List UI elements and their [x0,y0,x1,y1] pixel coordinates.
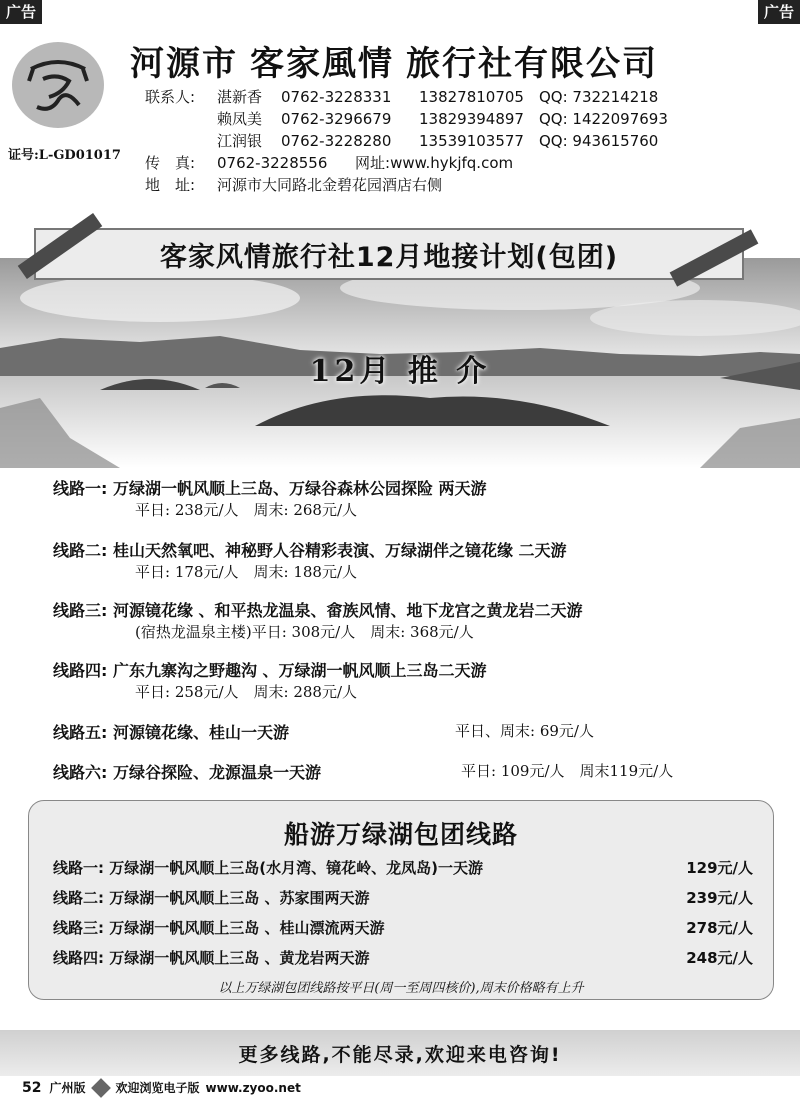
contact-row [145,108,668,130]
route-price: 平日、周末: 69元/人 [455,722,594,740]
cruise-route-price: 239元/人 [686,889,753,907]
page-footer [22,1079,301,1096]
contact-qq: QQ: 732214218 [539,88,659,106]
route-label: 线路五: [53,723,108,742]
route-name: 河源镜花缘、桂山一天游 [112,723,289,742]
website-url: www.hykjfq.com [390,154,514,172]
contact-mobile: 13539103577 [419,132,524,150]
logo-glyph-icon [23,53,93,117]
ad-tag-left: 广告 [0,0,42,24]
contact-name: 湛新香 [217,88,263,106]
route-label: 线路二: [53,541,108,560]
diamond-logo-icon [91,1078,111,1098]
company-name [130,36,658,85]
route-name: 河源镜花缘 、和平热龙温泉、畲族风情、地下龙宫之黄龙岩二天游 [112,601,583,620]
december-recommend-heading: 12月 推 介 [309,354,491,389]
cruise-route-price: 278元/人 [686,919,753,937]
cruise-route-label: 线路二: [53,889,104,907]
route-price: (宿热龙温泉主楼)平日: 308元/人 周末: 368元/人 [135,623,474,641]
cruise-route-item [53,917,753,938]
contact-name: 江润银 [217,132,263,150]
cruise-pricing-note: 以上万绿湖包团线路按平日(周一至周四核价),周末价格略有上升 [218,981,584,996]
route-item [53,476,487,520]
contact-phone: 0762-3228331 [281,88,392,106]
cruise-route-name: 万绿湖一帆风顺上三岛(水月湾、镜花岭、龙凤岛)一天游 [109,859,483,877]
cruise-route-name: 万绿湖一帆风顺上三岛 、黄龙岩两天游 [109,949,370,967]
address-text: 河源市大同路北金碧花园酒店右侧 [217,176,443,194]
cruise-title: 船游万绿湖包团线路 [283,820,518,849]
route-price: 平日: 238元/人 周末: 268元/人 [135,501,358,519]
e-edition-text: 欢迎浏览电子版 [115,1081,200,1095]
route-price: 平日: 109元/人 周末119元/人 [461,762,674,780]
contact-row [145,86,668,108]
footer-url[interactable]: www.zyoo.net [205,1080,301,1095]
contact-label-spacer [145,108,217,130]
more-routes-banner: 更多线路,不能尽录,欢迎来电咨询! [0,1030,800,1076]
contact-qq: QQ: 943615760 [539,132,659,150]
cruise-route-label: 线路三: [53,919,104,937]
route-price: 平日: 178元/人 周末: 188元/人 [135,563,358,581]
cruise-route-item [53,857,753,878]
company-brand: 客家風情 [250,44,394,84]
contact-block [145,86,668,196]
fax-label: 传 真: [145,154,196,172]
route-item [53,760,753,783]
cruise-route-label: 线路一: [53,859,104,877]
company-logo [12,42,104,128]
contact-phone: 0762-3228280 [281,132,392,150]
ad-tag-right: 广告 [758,0,800,24]
route-name: 万绿谷探险、龙源温泉一天游 [112,763,321,782]
company-prefix: 河源市 [130,44,238,84]
route-item [53,598,583,642]
contact-label-spacer [145,130,217,152]
contact-mobile: 13829394897 [419,110,524,128]
cruise-route-label: 线路四: [53,949,104,967]
route-label: 线路三: [53,601,108,620]
contact-phone: 0762-3296679 [281,110,392,128]
page-number: 52 [22,1079,42,1096]
contact-label: 联系人: [145,88,196,106]
website-label: 网址: [355,154,391,172]
address-label: 地 址: [145,176,196,194]
route-label: 线路六: [53,763,108,782]
cruise-route-name: 万绿湖一帆风顺上三岛 、苏家围两天游 [109,889,370,907]
contact-qq: QQ: 1422097693 [539,110,668,128]
cruise-route-name: 万绿湖一帆风顺上三岛 、桂山漂流两天游 [109,919,385,937]
route-price: 平日: 258元/人 周末: 288元/人 [135,683,358,701]
fax-number: 0762-3228556 [217,154,328,172]
route-name: 桂山天然氧吧、神秘野人谷精彩表演、万绿湖伴之镜花缘 二天游 [112,541,567,560]
route-item [53,720,753,743]
cruise-routes-box [28,800,774,1000]
contact-name: 赖凤美 [217,110,263,128]
cruise-route-price: 129元/人 [686,859,753,877]
cruise-route-item [53,947,753,968]
cruise-route-item [53,887,753,908]
route-label: 线路一: [53,479,108,498]
edition-label: 广州版 [49,1081,86,1095]
route-name: 广东九寨沟之野趣沟 、万绿湖一帆风顺上三岛二天游 [112,661,487,680]
route-item [53,658,487,702]
route-name: 万绿湖一帆风顺上三岛、万绿谷森林公园探险 两天游 [112,479,487,498]
license-number: 证号:L-GD01017 [8,148,121,163]
cruise-route-price: 248元/人 [686,949,753,967]
route-label: 线路四: [53,661,108,680]
fax-row [145,152,668,174]
route-item [53,538,567,582]
company-suffix: 旅行社有限公司 [406,44,658,84]
address-row [145,174,668,196]
contact-mobile: 13827810705 [419,88,524,106]
contact-row [145,130,668,152]
banner-title: 客家风情旅行社12月地接计划(包团) [34,228,744,280]
